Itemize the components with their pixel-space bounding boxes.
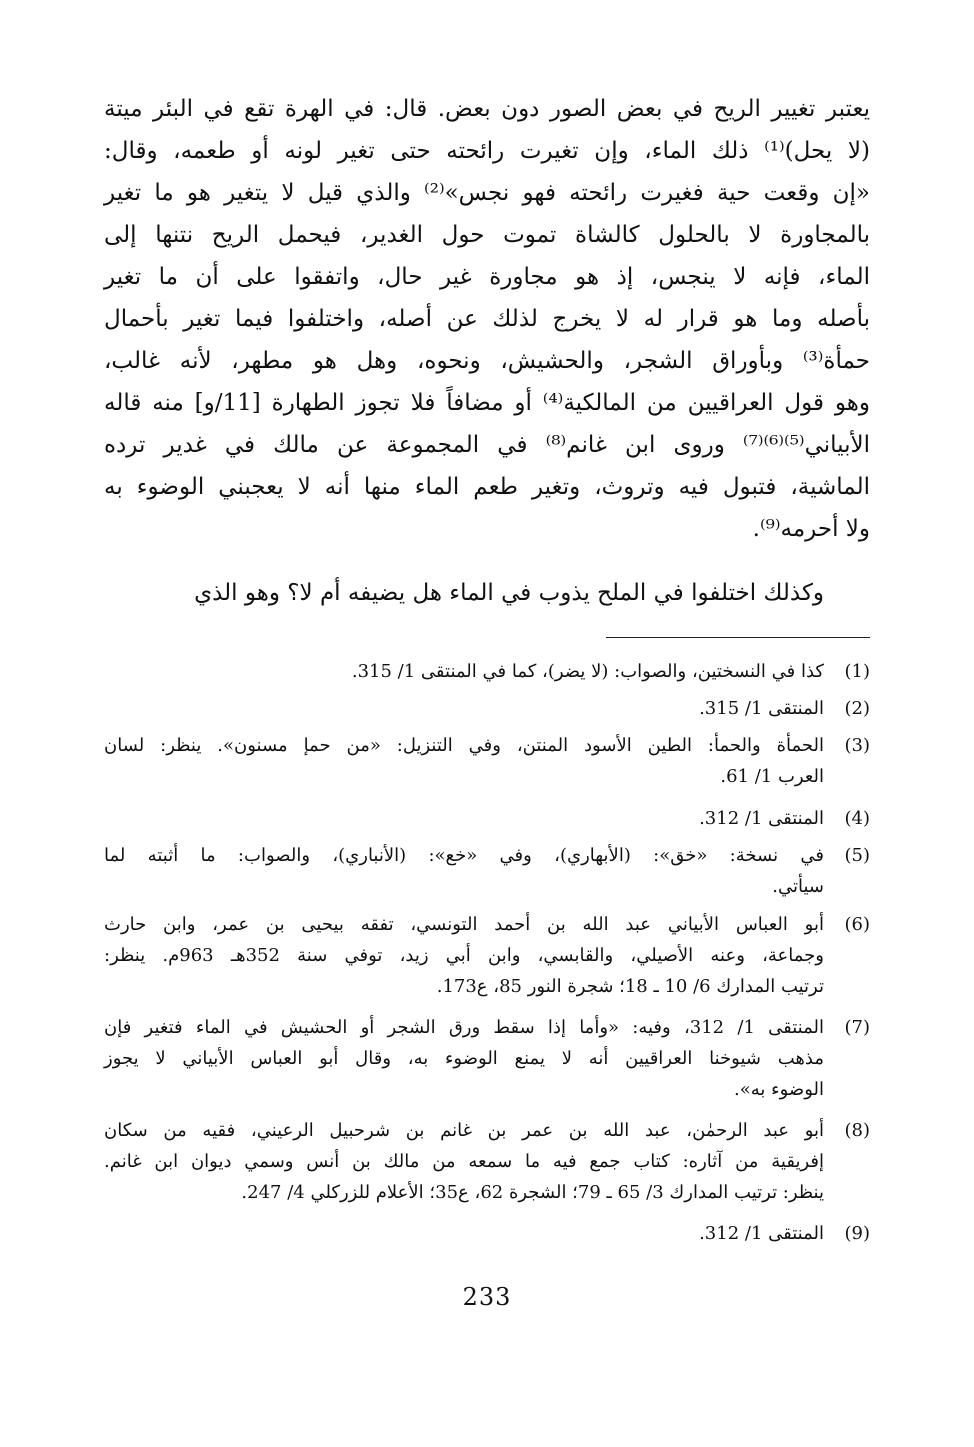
footnote-line: ينظر: ترتيب المدارك 3/ 65 ـ 79؛ الشجرة 62، ع35؛ الأعلام للزركلي 4/ 247. <box>241 1182 824 1203</box>
main-paragraph-1 <box>104 88 870 558</box>
footnote-line: مذهب شيوخنا العراقيين أنه لا يمنع الوضوء به، وقال أبو العباس الأبياني لا يجوز <box>104 1048 824 1069</box>
footnote-line: المنتقى 1/ 315. <box>699 698 824 719</box>
text-line: وكذلك اختلفوا في الملح يذوب في الماء هل يضيفه أم لا؟ وهو الذي <box>194 580 824 606</box>
footnote-number: (8) <box>844 1120 870 1141</box>
footnote-number: (1) <box>844 661 870 682</box>
footnote-number: (2) <box>844 698 870 719</box>
footnote-line: أبو عبد الرحمٰن، عبد الله بن عمر بن غانم بن شرحبيل الرعيني، فقيه من سكان <box>104 1120 824 1141</box>
footnote-line: المنتقى 1/ 312، وفيه: «وأما إذا سقط ورق الشجر أو الحشيش في الماء فتغير فإن <box>104 1017 824 1038</box>
footnotes <box>104 656 870 1266</box>
footnote-7 <box>104 1012 870 1105</box>
footnote-8 <box>104 1115 870 1208</box>
text-line: الأبياني⁽⁵⁾⁽⁶⁾⁽⁷⁾ وروى ابن غانم⁽⁸⁾ في المجموعة عن مالك في غدير ترده <box>104 432 870 458</box>
footnote-9 <box>104 1218 870 1249</box>
footnote-line: وجماعة، وعنه الأصيلي، والقابسي، وابن أبي زيد، توفي سنة 352هـ 963م. ينظر: <box>104 945 824 966</box>
footnote-4 <box>104 803 870 834</box>
text-line: الماشية، فتبول فيه وتروث، وتغير طعم الماء منها أنه لا يعجبني الوضوء به <box>104 474 870 500</box>
footnote-line: الوضوء به». <box>734 1079 824 1100</box>
text-line: وهو قول العراقيين من المالكية⁽⁴⁾ أو مضافاً فلا تجوز الطهارة [11/و] منه قاله <box>104 390 870 416</box>
footnote-line: أبو العباس الأبياني عبد الله بن أحمد التونسي، تفقه بيحيى بن عمر، وابن حارث <box>104 914 824 935</box>
footnote-6 <box>104 909 870 1002</box>
text-line: الماء، فإنه لا ينجس، إذ هو مجاورة غير حال، واتفقوا على أن ما تغير <box>104 264 870 290</box>
text-line: حمأة⁽³⁾ وبأوراق الشجر، والحشيش، ونحوه، وهل هو مطهر، لأنه غالب، <box>104 348 870 374</box>
page-number: 233 <box>462 1283 512 1311</box>
footnote-divider <box>606 637 870 638</box>
footnote-line: ترتيب المدارك 6/ 10 ـ 18؛ شجرة النور 85، ع173. <box>436 976 824 997</box>
footnote-number: (5) <box>844 845 870 866</box>
main-paragraph-2 <box>104 572 870 614</box>
footnote-line: كذا في النسختين، والصواب: (لا يضر)، كما في المنتقى 1/ 315. <box>351 661 824 682</box>
footnote-line: الحمأة والحمأ: الطين الأسود المنتن، وفي التنزيل: «من حمإ مسنون». ينظر: لسان <box>104 735 824 756</box>
footnote-2 <box>104 693 870 724</box>
text-line: ولا أحرمه⁽⁹⁾. <box>752 516 870 542</box>
text-line: (لا يحل)⁽¹⁾ ذلك الماء، وإن تغيرت رائحته حتى تغير لونه أو طعمه، وقال: <box>104 138 870 164</box>
footnote-line: إفريقية من آثاره: كتاب جمع فيه ما سمعه من مالك بن أنس وسمي ديوان ابن غانم. <box>104 1151 824 1172</box>
footnote-line: في نسخة: «خق»: (الأبهاري)، وفي «خع»: (الأنباري)، والصواب: ما أثبته لما <box>104 845 824 866</box>
footnote-1 <box>104 656 870 687</box>
footnote-3 <box>104 730 870 792</box>
footnote-line: المنتقى 1/ 312. <box>699 808 824 829</box>
footnote-number: (3) <box>844 735 870 756</box>
text-line: «إن وقعت حية فغيرت رائحته فهو نجس»⁽²⁾ والذي قيل لا يتغير هو ما تغير <box>104 180 870 206</box>
footnote-number: (6) <box>844 914 870 935</box>
text-line: بالمجاورة لا بالحلول كالشاة تموت حول الغدير، فيحمل الريح نتنها إلى <box>104 222 870 248</box>
footnote-line: العرب 1/ 61. <box>720 766 824 787</box>
footnote-line: المنتقى 1/ 312. <box>699 1223 824 1244</box>
text-line: يعتبر تغيير الريح في بعض الصور دون بعض. قال: في الهرة تقع في البئر ميتة <box>104 96 870 122</box>
footnote-5 <box>104 840 870 902</box>
footnote-number: (7) <box>844 1017 870 1038</box>
text-line: بأصله وما هو قرار له لا يخرج لذلك عن أصله، واختلفوا فيما تغير بأحمال <box>104 306 870 332</box>
footnote-number: (9) <box>844 1223 870 1244</box>
footnote-line: سيأتي. <box>772 876 824 897</box>
footnote-number: (4) <box>844 808 870 829</box>
